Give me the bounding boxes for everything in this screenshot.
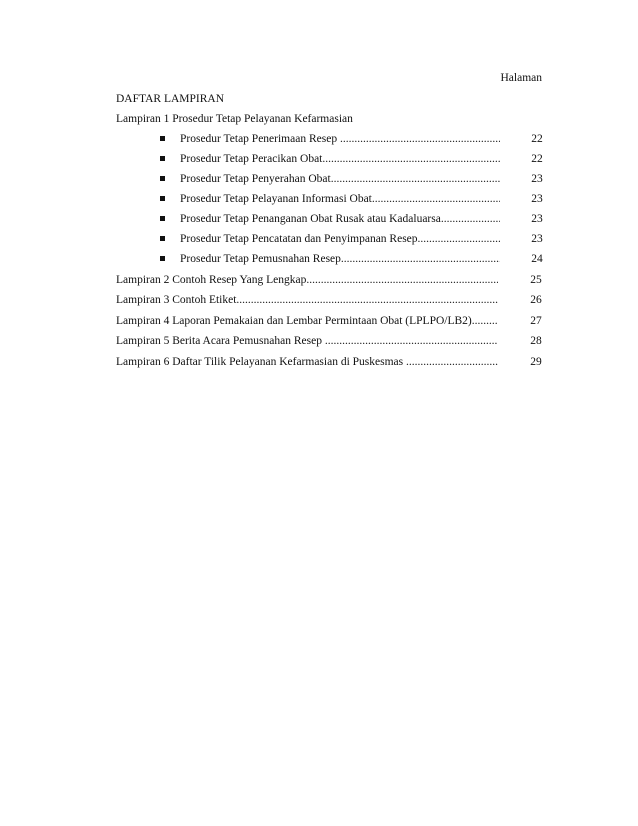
toc-entry: [116, 293, 541, 307]
square-bullet-icon: [160, 216, 165, 221]
toc-sub-entry: [160, 232, 543, 246]
toc-entry-page: 23: [531, 173, 543, 185]
toc-sub-entry: [160, 192, 543, 206]
toc-entry-label: Prosedur Tetap Penanganan Obat Rusak atau Kadaluarsa .....: [180, 212, 500, 226]
toc-entry-label: Prosedur Tetap Pelayanan Informasi Obat .....: [180, 192, 500, 206]
square-bullet-icon: [160, 176, 165, 181]
lampiran-1-heading: Lampiran 1 Prosedur Tetap Pelayanan Kefarmasian: [116, 113, 353, 125]
toc-entry-label: Prosedur Tetap Penyerahan Obat .....: [180, 172, 500, 186]
toc-entry-page: 27: [530, 315, 542, 327]
toc-entry-label: Lampiran 6 Daftar Tilik Pelayanan Kefarmasian di Puskesmas .....: [116, 355, 498, 369]
toc-entry-page: 22: [531, 153, 543, 165]
toc-entry-label: Lampiran 5 Berita Acara Pemusnahan Resep .....: [116, 334, 498, 348]
toc-sub-entry: [160, 172, 543, 186]
toc-entry-label: Prosedur Tetap Peracikan Obat .....: [180, 152, 500, 166]
square-bullet-icon: [160, 136, 165, 141]
toc-entry-label: Prosedur Tetap Pemusnahan Resep .....: [180, 252, 500, 266]
toc-entry: [116, 355, 541, 369]
toc-sub-entry: [160, 132, 543, 146]
toc-sub-entry: [160, 252, 543, 266]
square-bullet-icon: [160, 196, 165, 201]
toc-entry-label: Lampiran 2 Contoh Resep Yang Lengkap .....: [116, 273, 498, 287]
toc-entry-label: Lampiran 3 Contoh Etiket .....: [116, 293, 498, 307]
toc-entry-page: 24: [531, 253, 543, 265]
toc-entry-page: 28: [530, 335, 542, 347]
toc-entry-page: 23: [531, 233, 543, 245]
toc-entry-page: 29: [530, 356, 542, 368]
toc-sub-entry: [160, 212, 543, 226]
toc-entry: [116, 314, 541, 328]
square-bullet-icon: [160, 156, 165, 161]
toc-entry: [116, 273, 541, 287]
toc-entry-page: 23: [531, 193, 543, 205]
toc-entry: [116, 334, 541, 348]
square-bullet-icon: [160, 236, 165, 241]
toc-entry-page: 22: [531, 133, 543, 145]
toc-entry-page: 23: [531, 213, 543, 225]
toc-sub-entry: [160, 152, 543, 166]
page-column-heading: Halaman: [500, 72, 542, 84]
list-title: DAFTAR LAMPIRAN: [116, 93, 225, 105]
toc-entry-page: 25: [530, 274, 542, 286]
toc-entry-label: Lampiran 4 Laporan Pemakaian dan Lembar Permintaan Obat (LPLPO/LB2) .....: [116, 314, 498, 328]
toc-entry-label: Prosedur Tetap Penerimaan Resep .....: [180, 132, 500, 146]
toc-entry-label: Prosedur Tetap Pencatatan dan Penyimpanan Resep .....: [180, 232, 500, 246]
toc-entry-page: 26: [530, 294, 542, 306]
square-bullet-icon: [160, 256, 165, 261]
